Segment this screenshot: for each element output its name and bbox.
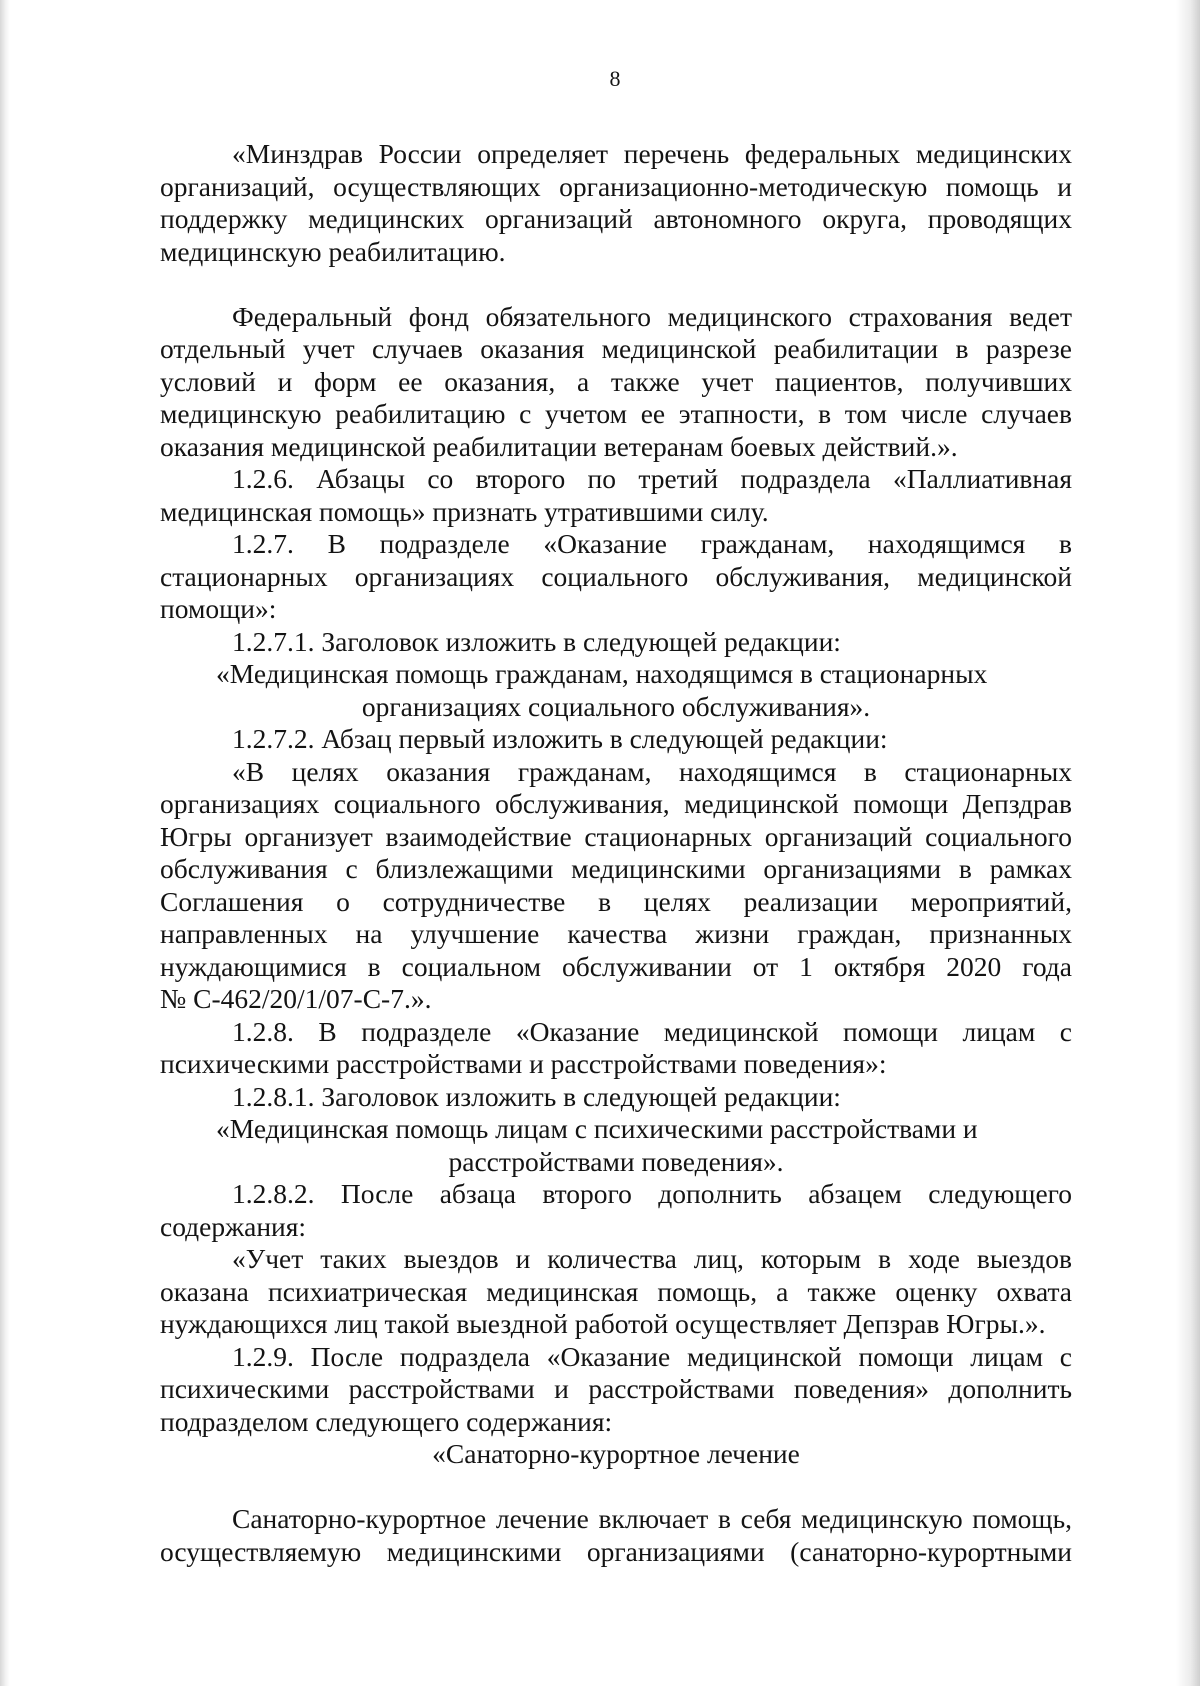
text-line: 1.2.7. В подразделе «Оказание гражданам, находящимся в — [232, 528, 1072, 559]
text-line: направленных на улучшение качества жизни граждан, признанных — [160, 918, 1072, 949]
text-line: осуществляемую медицинскими организациями (санаторно-курортными — [160, 1535, 1072, 1567]
text-line: 1.2.8.1. Заголовок изложить в следующей редакции: — [232, 1080, 841, 1112]
text-line: «Медицинская помощь гражданам, находящимся в стационарных — [216, 658, 988, 689]
text-line: оказания медицинской реабилитации ветеранам боевых действий.». — [160, 430, 958, 462]
text-line: медицинскую реабилитацию. — [160, 235, 506, 267]
text-line: организациях социального обслуживания». — [361, 690, 871, 722]
document-body — [160, 138, 1072, 1568]
text-line: 1.2.8. В подразделе «Оказание медицинской помощи лицам с — [232, 1015, 1072, 1047]
text-line: «В целях оказания гражданам, находящимся в стационарных — [232, 755, 1072, 787]
text-line: Соглашения о сотрудничестве в целях реализации мероприятий, — [160, 885, 1072, 917]
text-line: отдельный учет случаев оказания медицинской реабилитации в разрезе — [160, 333, 1072, 364]
text-line: медицинскую реабилитацию с учетом ее этапности, в том числе случаев — [160, 398, 1072, 429]
text-line: «Минздрав России определяет перечень федеральных медицинских — [232, 138, 1072, 169]
text-line: содержания: — [160, 1210, 307, 1242]
text-line: Федеральный фонд обязательного медицинского страхования ведет — [232, 300, 1072, 332]
text-line: «Медицинская помощь лицам с психическими расстройствами и — [216, 1113, 978, 1144]
text-line: медицинская помощь» признать утратившими силу. — [160, 495, 769, 527]
text-line: расстройствами поведения». — [448, 1145, 784, 1177]
text-line: условий и форм ее оказания, а также учет пациентов, получивших — [160, 365, 1072, 397]
text-line: стационарных организациях социального обслуживания, медицинской — [160, 560, 1072, 592]
text-line: помощи»: — [160, 593, 277, 624]
text-line: обслуживания с близлежащими медицинскими организациями в рамках — [160, 853, 1072, 884]
paragraph-gap — [160, 268, 1072, 301]
scan-edge-right — [1176, 0, 1200, 1686]
paragraph-gap — [160, 1471, 1072, 1504]
text-line: «Учет таких выездов и количества лиц, которым в ходе выездов — [232, 1243, 1072, 1274]
text-line: 1.2.7.2. Абзац первый изложить в следующей редакции: — [232, 723, 888, 754]
text-line: нуждающимися в социальном обслуживании от 1 октября 2020 года — [160, 950, 1072, 982]
text-line: психическими расстройствами и расстройствами поведения» дополнить — [160, 1373, 1072, 1404]
text-line: Санаторно-курортное лечение включает в себя медицинскую помощь, — [232, 1503, 1072, 1534]
text-line: организаций, осуществляющих организационно-методическую помощь и — [160, 170, 1072, 202]
text-line: «Санаторно-курортное лечение — [432, 1438, 800, 1469]
text-line: 1.2.9. После подраздела «Оказание медицинской помощи лицам с — [232, 1340, 1072, 1372]
text-line: № С-462/20/1/07-С-7.». — [160, 983, 432, 1014]
text-line: организациях социального обслуживания, медицинской помощи Депздрав — [160, 788, 1072, 819]
text-line: нуждающихся лиц такой выездной работой осуществляет Депзрав Югры.». — [160, 1308, 1046, 1339]
text-line: подразделом следующего содержания: — [160, 1405, 613, 1437]
scan-edge-left — [0, 0, 10, 1686]
text-line: 1.2.8.2. После абзаца второго дополнить абзацем следующего — [232, 1178, 1072, 1209]
page-number: 8 — [609, 66, 621, 91]
text-line: оказана психиатрическая медицинская помощь, а также оценку охвата — [160, 1275, 1072, 1307]
text-line: поддержку медицинских организаций автономного округа, проводящих — [160, 203, 1072, 234]
text-line: 1.2.6. Абзацы со второго по третий подраздела «Паллиативная — [232, 463, 1072, 494]
text-line: Югры организует взаимодействие стационарных организаций социального — [160, 820, 1072, 852]
text-line: психическими расстройствами и расстройствами поведения»: — [160, 1048, 887, 1079]
text-line: 1.2.7.1. Заголовок изложить в следующей редакции: — [232, 625, 841, 657]
